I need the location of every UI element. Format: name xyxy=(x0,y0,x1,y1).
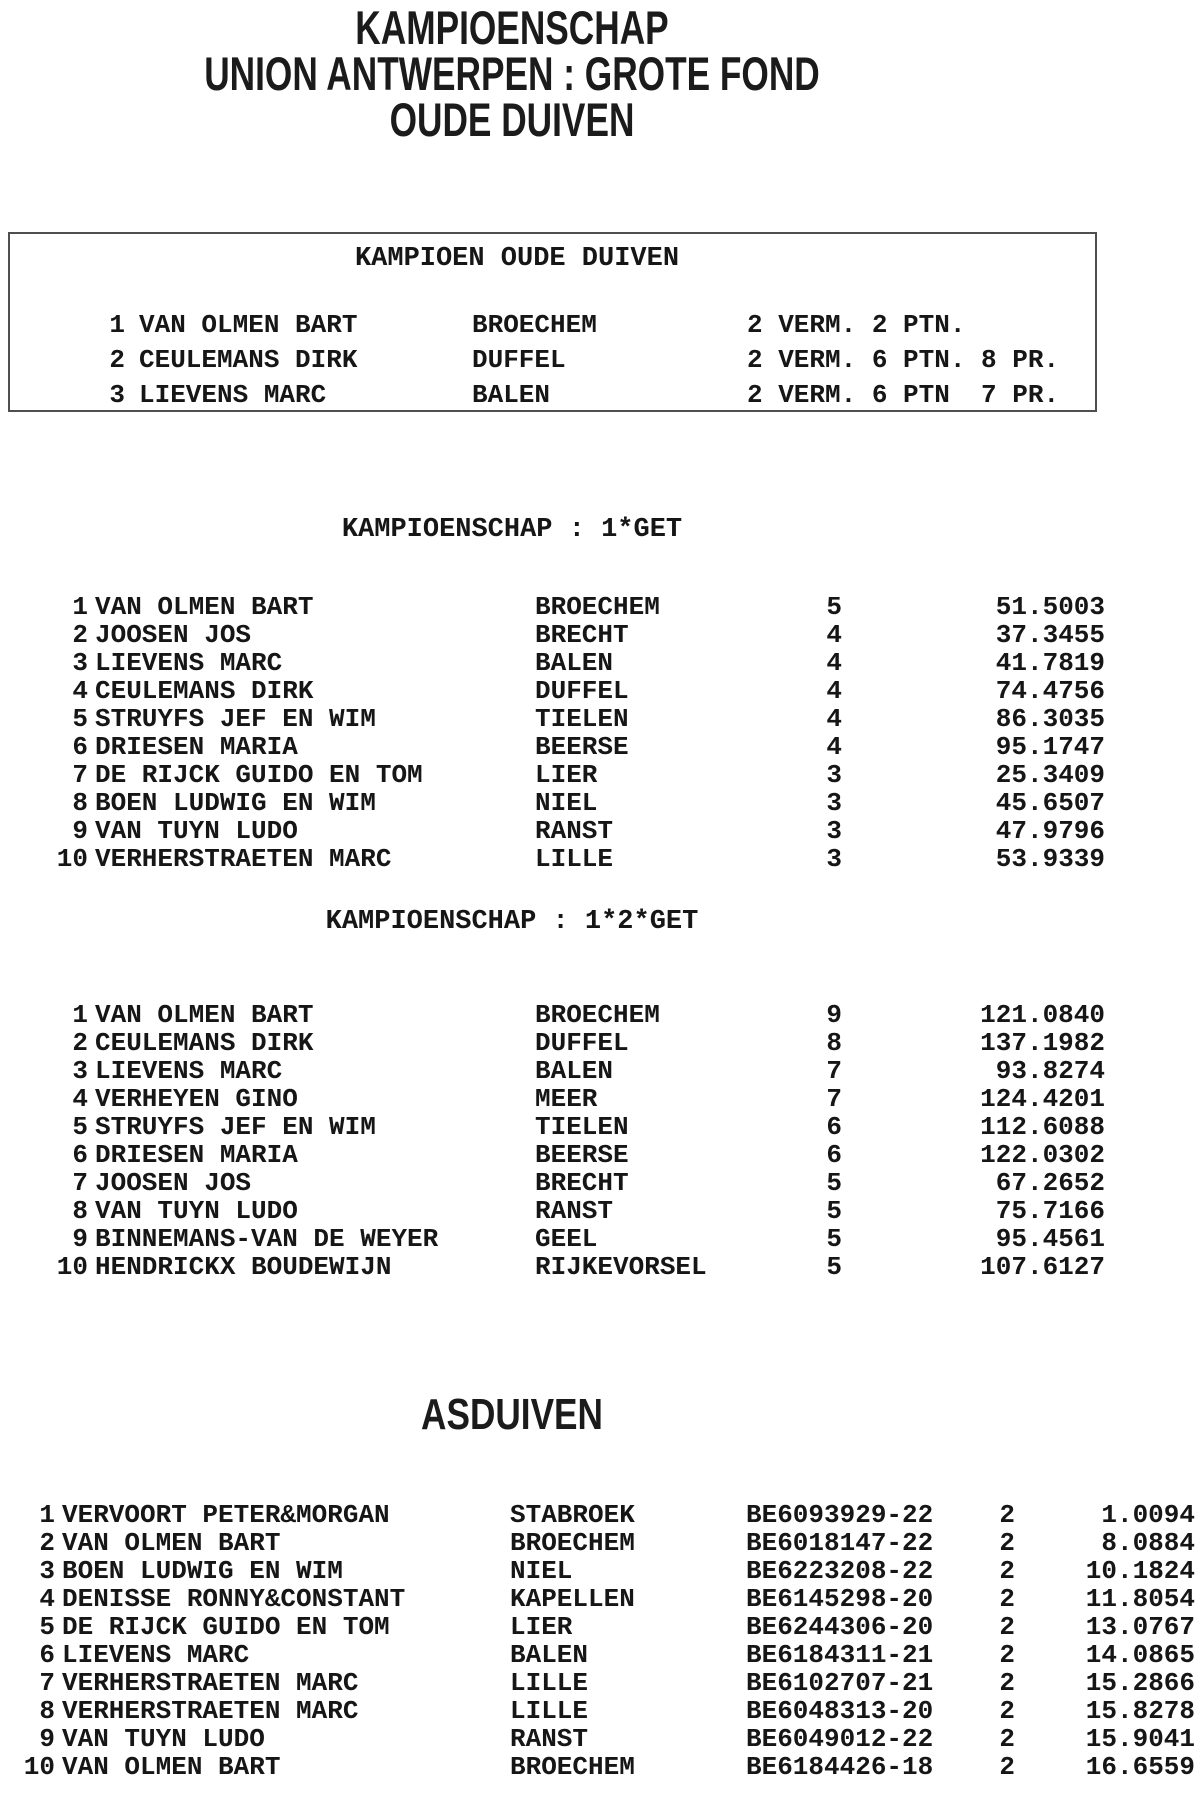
section-title-12get: KAMPIOENSCHAP : 1*2*GET xyxy=(325,907,699,937)
table-row xyxy=(0,620,1200,648)
count-cell: 5 xyxy=(826,1168,842,1198)
rank-cell: 2 xyxy=(72,1028,88,1058)
table-row xyxy=(0,1668,1200,1696)
name-cell: HENDRICKX BOUDEWIJN xyxy=(95,1252,392,1282)
table-row xyxy=(0,1168,1200,1196)
name-cell: VAN OLMEN BART xyxy=(95,592,314,622)
name-cell: LIEVENS MARC xyxy=(139,380,327,410)
name-cell: DRIESEN MARIA xyxy=(95,1140,298,1170)
place-cell: BROECHEM xyxy=(472,310,597,340)
name-cell: VERHERSTRAETEN MARC xyxy=(95,844,392,874)
coefficient-cell: 25.3409 xyxy=(995,760,1105,790)
ring-cell: BE6145298-20 xyxy=(746,1584,934,1614)
place-cell: BRECHT xyxy=(535,620,629,650)
rank-cell: 5 xyxy=(72,704,88,734)
ring-cell: BE6184311-21 xyxy=(746,1640,934,1670)
table-row xyxy=(0,1752,1200,1780)
rank-cell: 5 xyxy=(39,1612,55,1642)
count-cell: 2 xyxy=(999,1584,1015,1614)
rank-cell: 8 xyxy=(72,788,88,818)
name-cell: DRIESEN MARIA xyxy=(95,732,298,762)
table-row xyxy=(0,1584,1200,1612)
place-cell: MEER xyxy=(535,1084,598,1114)
count-cell: 2 xyxy=(999,1500,1015,1530)
page-title-line: UNION ANTWERPEN : GROTE FOND xyxy=(204,47,820,100)
name-cell: LIEVENS MARC xyxy=(95,1056,283,1086)
place-cell: BALEN xyxy=(535,1056,614,1086)
name-cell: VAN TUYN LUDO xyxy=(62,1724,265,1754)
place-cell: LILLE xyxy=(510,1696,589,1726)
table-row xyxy=(0,648,1200,676)
coefficient-cell: 93.8274 xyxy=(995,1056,1105,1086)
count-cell: 4 xyxy=(826,704,842,734)
place-cell: DUFFEL xyxy=(535,1028,629,1058)
place-cell: TIELEN xyxy=(535,1112,629,1142)
coefficient-cell: 41.7819 xyxy=(995,648,1105,678)
rank-cell: 8 xyxy=(39,1696,55,1726)
name-cell: CEULEMANS DIRK xyxy=(95,676,314,706)
coefficient-cell: 45.6507 xyxy=(995,788,1105,818)
count-cell: 7 xyxy=(826,1084,842,1114)
name-cell: DE RIJCK GUIDO EN TOM xyxy=(95,760,423,790)
coefficient-cell: 67.2652 xyxy=(995,1168,1105,1198)
table-row xyxy=(10,345,1095,375)
coefficient-cell: 86.3035 xyxy=(995,704,1105,734)
count-cell: 3 xyxy=(826,816,842,846)
rank-cell: 9 xyxy=(39,1724,55,1754)
table-row xyxy=(0,760,1200,788)
place-cell: BALEN xyxy=(510,1640,589,1670)
rank-cell: 10 xyxy=(56,1252,88,1282)
count-cell: 2 xyxy=(999,1668,1015,1698)
rank-cell: 3 xyxy=(109,380,125,410)
table-row xyxy=(0,1500,1200,1528)
champion-box xyxy=(8,232,1097,412)
champion-box-title: KAMPIOEN OUDE DUIVEN xyxy=(354,244,680,274)
ring-cell: BE6102707-21 xyxy=(746,1668,934,1698)
count-cell: 6 xyxy=(826,1112,842,1142)
count-cell: 5 xyxy=(826,1224,842,1254)
table-row xyxy=(10,380,1095,410)
place-cell: LILLE xyxy=(510,1668,589,1698)
place-cell: LILLE xyxy=(535,844,614,874)
rank-cell: 6 xyxy=(39,1640,55,1670)
place-cell: RIJKEVORSEL xyxy=(535,1252,707,1282)
place-cell: GEEL xyxy=(535,1224,598,1254)
coefficient-cell: 16.6559 xyxy=(1085,1752,1195,1782)
place-cell: TIELEN xyxy=(535,704,629,734)
name-cell: VAN OLMEN BART xyxy=(139,310,358,340)
name-cell: LIEVENS MARC xyxy=(95,648,283,678)
place-cell: BEERSE xyxy=(535,732,629,762)
count-cell: 2 xyxy=(999,1752,1015,1782)
rank-cell: 9 xyxy=(72,816,88,846)
place-cell: STABROEK xyxy=(510,1500,635,1530)
count-cell: 3 xyxy=(826,788,842,818)
ring-cell: BE6093929-22 xyxy=(746,1500,934,1530)
name-cell: VERHERSTRAETEN MARC xyxy=(62,1668,359,1698)
coefficient-cell: 14.0865 xyxy=(1085,1640,1195,1670)
table-row xyxy=(0,816,1200,844)
place-cell: BEERSE xyxy=(535,1140,629,1170)
table-row xyxy=(0,1528,1200,1556)
name-cell: STRUYFS JEF EN WIM xyxy=(95,704,376,734)
rank-cell: 10 xyxy=(56,844,88,874)
page-title-line: OUDE DUIVEN xyxy=(389,93,635,146)
table-row xyxy=(0,1252,1200,1280)
result-cell: 2 VERM. 2 PTN. xyxy=(747,310,966,340)
table-row xyxy=(0,1140,1200,1168)
table-row xyxy=(0,1224,1200,1252)
table-row xyxy=(0,1196,1200,1224)
count-cell: 2 xyxy=(999,1640,1015,1670)
count-cell: 2 xyxy=(999,1696,1015,1726)
coefficient-cell: 124.4201 xyxy=(980,1084,1105,1114)
asduiven-heading: ASDUIVEN xyxy=(421,1390,603,1439)
place-cell: BALEN xyxy=(535,648,614,678)
coefficient-cell: 95.4561 xyxy=(995,1224,1105,1254)
place-cell: LIER xyxy=(510,1612,573,1642)
name-cell: VAN OLMEN BART xyxy=(62,1752,281,1782)
rank-cell: 6 xyxy=(72,732,88,762)
page-title-line: KAMPIOENSCHAP xyxy=(355,1,669,54)
count-cell: 4 xyxy=(826,676,842,706)
rank-cell: 3 xyxy=(39,1556,55,1586)
place-cell: NIEL xyxy=(510,1556,573,1586)
count-cell: 6 xyxy=(826,1140,842,1170)
count-cell: 2 xyxy=(999,1556,1015,1586)
rank-cell: 5 xyxy=(72,1112,88,1142)
ring-cell: BE6049012-22 xyxy=(746,1724,934,1754)
coefficient-cell: 37.3455 xyxy=(995,620,1105,650)
ring-cell: BE6018147-22 xyxy=(746,1528,934,1558)
rank-cell: 7 xyxy=(39,1668,55,1698)
coefficient-cell: 95.1747 xyxy=(995,732,1105,762)
rank-cell: 10 xyxy=(23,1752,55,1782)
table-row xyxy=(0,1056,1200,1084)
count-cell: 3 xyxy=(826,844,842,874)
count-cell: 3 xyxy=(826,760,842,790)
rank-cell: 4 xyxy=(72,1084,88,1114)
name-cell: VERHERSTRAETEN MARC xyxy=(62,1696,359,1726)
rank-cell: 1 xyxy=(109,310,125,340)
count-cell: 2 xyxy=(999,1612,1015,1642)
coefficient-cell: 15.9041 xyxy=(1085,1724,1195,1754)
table-row xyxy=(0,788,1200,816)
coefficient-cell: 51.5003 xyxy=(995,592,1105,622)
rank-cell: 2 xyxy=(39,1528,55,1558)
table-row xyxy=(0,844,1200,872)
name-cell: LIEVENS MARC xyxy=(62,1640,250,1670)
rank-cell: 2 xyxy=(109,345,125,375)
name-cell: VAN OLMEN BART xyxy=(95,1000,314,1030)
count-cell: 2 xyxy=(999,1724,1015,1754)
name-cell: BINNEMANS-VAN DE WEYER xyxy=(95,1224,439,1254)
table-row xyxy=(0,1112,1200,1140)
rank-cell: 3 xyxy=(72,1056,88,1086)
table-row xyxy=(0,1084,1200,1112)
coefficient-cell: 10.1824 xyxy=(1085,1556,1195,1586)
coefficient-cell: 53.9339 xyxy=(995,844,1105,874)
table-row xyxy=(0,704,1200,732)
place-cell: DUFFEL xyxy=(472,345,566,375)
ring-cell: BE6048313-20 xyxy=(746,1696,934,1726)
place-cell: KAPELLEN xyxy=(510,1584,635,1614)
table-row xyxy=(0,676,1200,704)
count-cell: 2 xyxy=(999,1528,1015,1558)
place-cell: RANST xyxy=(535,816,614,846)
name-cell: CEULEMANS DIRK xyxy=(95,1028,314,1058)
place-cell: BALEN xyxy=(472,380,551,410)
coefficient-cell: 74.4756 xyxy=(995,676,1105,706)
name-cell: DENISSE RONNY&CONSTANT xyxy=(62,1584,406,1614)
name-cell: VAN TUYN LUDO xyxy=(95,1196,298,1226)
rank-cell: 4 xyxy=(39,1584,55,1614)
table-row xyxy=(0,592,1200,620)
table-row xyxy=(0,1028,1200,1056)
name-cell: VAN TUYN LUDO xyxy=(95,816,298,846)
name-cell: DE RIJCK GUIDO EN TOM xyxy=(62,1612,390,1642)
coefficient-cell: 11.8054 xyxy=(1085,1584,1195,1614)
rank-cell: 1 xyxy=(72,1000,88,1030)
place-cell: BRECHT xyxy=(535,1168,629,1198)
coefficient-cell: 121.0840 xyxy=(980,1000,1105,1030)
coefficient-cell: 47.9796 xyxy=(995,816,1105,846)
place-cell: BROECHEM xyxy=(510,1752,635,1782)
table-row xyxy=(0,732,1200,760)
place-cell: RANST xyxy=(535,1196,614,1226)
rank-cell: 7 xyxy=(72,1168,88,1198)
table-row xyxy=(0,1640,1200,1668)
rank-cell: 2 xyxy=(72,620,88,650)
coefficient-cell: 112.6088 xyxy=(980,1112,1105,1142)
count-cell: 5 xyxy=(826,592,842,622)
ring-cell: BE6223208-22 xyxy=(746,1556,934,1586)
coefficient-cell: 8.0884 xyxy=(1101,1528,1195,1558)
count-cell: 5 xyxy=(826,1196,842,1226)
coefficient-cell: 13.0767 xyxy=(1085,1612,1195,1642)
result-cell: 2 VERM. 6 PTN 7 PR. xyxy=(747,380,1060,410)
coefficient-cell: 137.1982 xyxy=(980,1028,1105,1058)
coefficient-cell: 75.7166 xyxy=(995,1196,1105,1226)
place-cell: BROECHEM xyxy=(535,592,660,622)
name-cell: BOEN LUDWIG EN WIM xyxy=(95,788,376,818)
count-cell: 4 xyxy=(826,732,842,762)
coefficient-cell: 107.6127 xyxy=(980,1252,1105,1282)
name-cell: CEULEMANS DIRK xyxy=(139,345,358,375)
name-cell: VERVOORT PETER&MORGAN xyxy=(62,1500,390,1530)
place-cell: RANST xyxy=(510,1724,589,1754)
rank-cell: 1 xyxy=(72,592,88,622)
name-cell: VERHEYEN GINO xyxy=(95,1084,298,1114)
result-cell: 2 VERM. 6 PTN. 8 PR. xyxy=(747,345,1060,375)
coefficient-cell: 15.8278 xyxy=(1085,1696,1195,1726)
count-cell: 4 xyxy=(826,648,842,678)
place-cell: BROECHEM xyxy=(535,1000,660,1030)
name-cell: STRUYFS JEF EN WIM xyxy=(95,1112,376,1142)
table-row xyxy=(0,1000,1200,1028)
table-row xyxy=(10,310,1095,340)
name-cell: JOOSEN JOS xyxy=(95,1168,252,1198)
rank-cell: 7 xyxy=(72,760,88,790)
coefficient-cell: 1.0094 xyxy=(1101,1500,1195,1530)
coefficient-cell: 122.0302 xyxy=(980,1140,1105,1170)
count-cell: 4 xyxy=(826,620,842,650)
rank-cell: 3 xyxy=(72,648,88,678)
name-cell: BOEN LUDWIG EN WIM xyxy=(62,1556,343,1586)
table-row xyxy=(0,1612,1200,1640)
place-cell: DUFFEL xyxy=(535,676,629,706)
rank-cell: 8 xyxy=(72,1196,88,1226)
ring-cell: BE6244306-20 xyxy=(746,1612,934,1642)
section-title-1get: KAMPIOENSCHAP : 1*GET xyxy=(341,515,683,545)
count-cell: 8 xyxy=(826,1028,842,1058)
table-row xyxy=(0,1556,1200,1584)
place-cell: LIER xyxy=(535,760,598,790)
name-cell: VAN OLMEN BART xyxy=(62,1528,281,1558)
rank-cell: 9 xyxy=(72,1224,88,1254)
rank-cell: 6 xyxy=(72,1140,88,1170)
count-cell: 9 xyxy=(826,1000,842,1030)
ring-cell: BE6184426-18 xyxy=(746,1752,934,1782)
table-row xyxy=(0,1724,1200,1752)
coefficient-cell: 15.2866 xyxy=(1085,1668,1195,1698)
place-cell: BROECHEM xyxy=(510,1528,635,1558)
rank-cell: 4 xyxy=(72,676,88,706)
place-cell: NIEL xyxy=(535,788,598,818)
table-row xyxy=(0,1696,1200,1724)
name-cell: JOOSEN JOS xyxy=(95,620,252,650)
count-cell: 5 xyxy=(826,1252,842,1282)
rank-cell: 1 xyxy=(39,1500,55,1530)
count-cell: 7 xyxy=(826,1056,842,1086)
